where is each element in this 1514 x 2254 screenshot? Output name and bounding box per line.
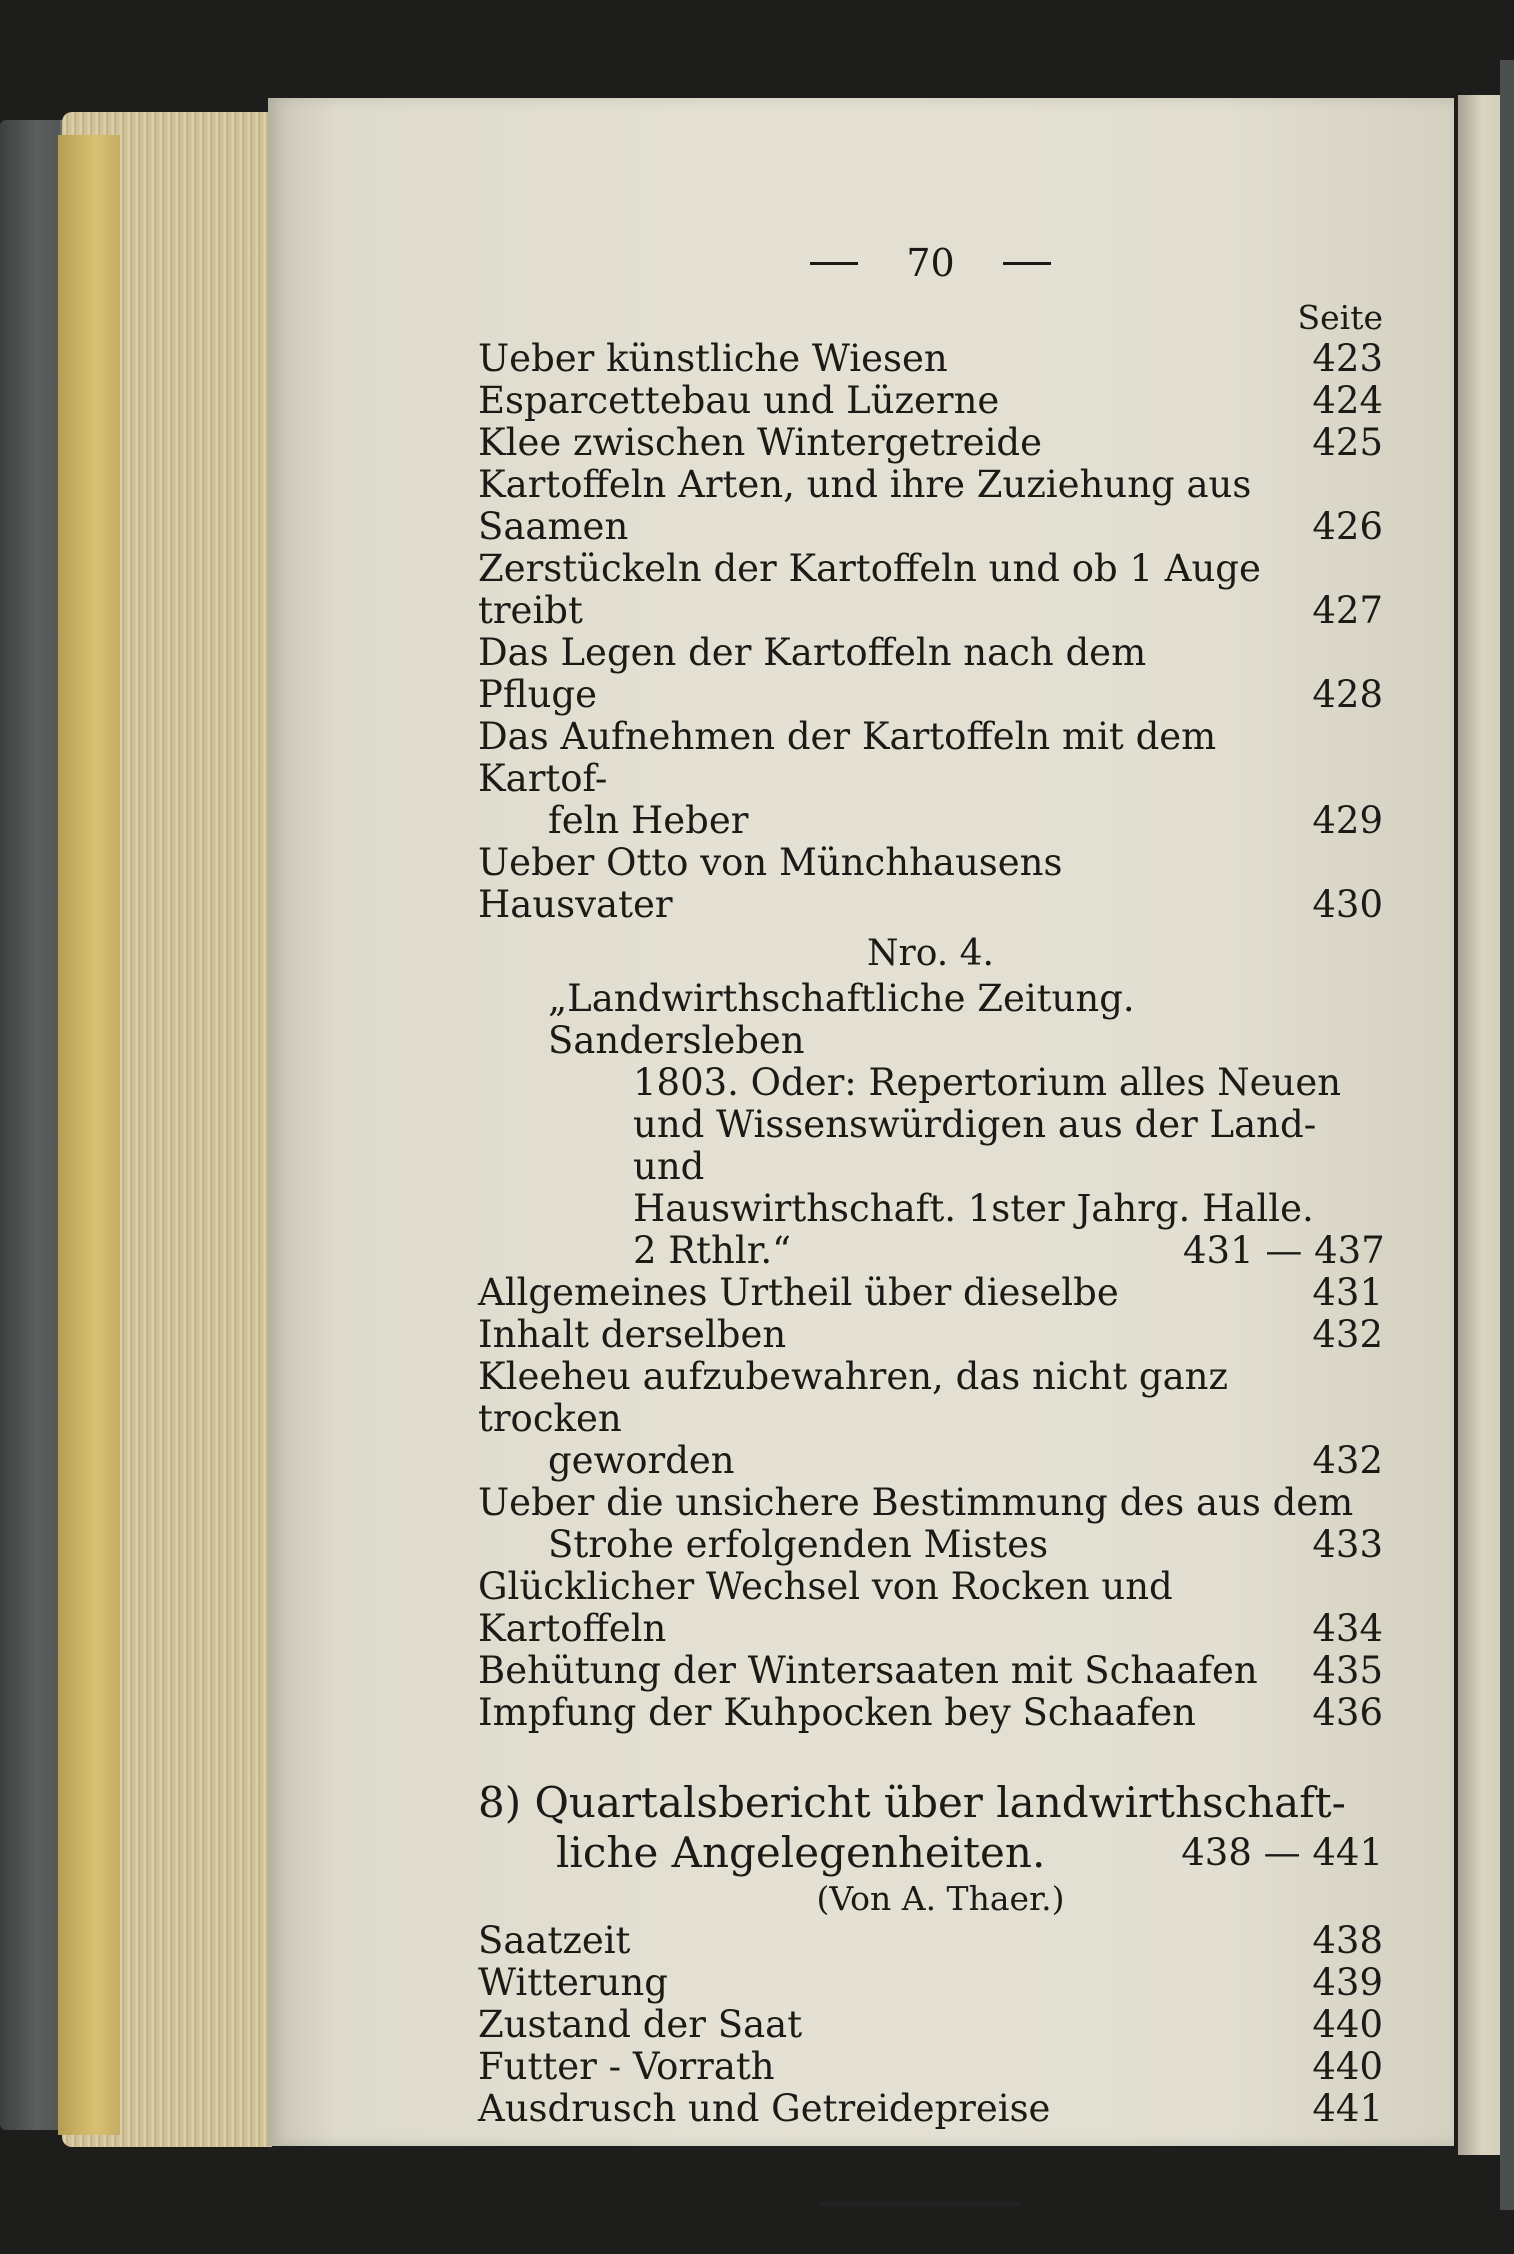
page-content [478,228,1383,2206]
section-number: Nro. 4. [867,933,994,974]
toc-entry-page: 426 [1312,505,1383,548]
toc-entry [478,716,1383,800]
citation-line: Hauswirthschaft. 1ster Jahrg. Halle. [633,1187,1314,1230]
section-author: (Von A. Thaer.) [816,1879,1065,1918]
toc-entry-title: Zerstückeln der Kartoffeln und ob 1 Auge treibt [478,547,1261,632]
toc-entry [478,548,1383,632]
toc-entry-page: 429 [1312,799,1383,842]
section-title-last-line [478,1828,1383,1878]
toc-entry [478,2046,1383,2088]
toc-entry-title-cont: geworden [548,1439,735,1482]
toc-entry-title: Witterung [478,1961,668,2004]
toc-entry-title: Inhalt derselben [478,1313,787,1356]
toc-entry [478,338,1383,380]
toc-entry-title: Kleeheu aufzubewahren, das nicht ganz trocken [478,1355,1228,1440]
page-number: 70 [906,241,955,285]
toc-entry [478,1692,1383,1734]
toc-entry [478,2088,1383,2130]
page-header [478,228,1383,298]
toc-entry-title: Glücklicher Wechsel von Rocken und Kartoffeln [478,1565,1173,1650]
toc-entry-continuation [478,1440,1383,1482]
section-pages: 438 — 441 [1181,1831,1383,1874]
toc-entry-title: Esparcettebau und Lüzerne [478,379,1000,422]
header-dash-right [1003,262,1051,265]
citation-line: 1803. Oder: Repertorium alles Neuen [633,1061,1342,1104]
toc-entry-title: Impfung der Kuhpocken bey Schaafen [478,1691,1196,1734]
toc-entry [478,842,1383,926]
citation-line: und Wissenswürdigen aus der Land- und [633,1103,1317,1188]
toc-entry-title: Zustand der Saat [478,2003,803,2046]
toc-entry-page: 424 [1312,379,1383,422]
book-page [268,98,1454,2146]
toc-entry [478,1482,1383,1524]
toc-entry-title: Behütung der Wintersaaten mit Schaafen [478,1649,1258,1692]
toc-entry-page: 428 [1312,673,1383,716]
toc-entry [478,2004,1383,2046]
toc-entry [478,1650,1383,1692]
toc-entry-page: 441 [1312,2087,1383,2130]
toc-entry-page: 435 [1312,1649,1383,1692]
toc-entry-page: 438 [1312,1919,1383,1962]
citation-block [478,978,1383,1272]
toc-entry-title: Saatzeit [478,1919,631,1962]
toc-entry [478,1314,1383,1356]
toc-entry [478,380,1383,422]
toc-entry-continuation [478,1524,1383,1566]
header-dash-left [810,262,858,265]
toc-entry [478,1962,1383,2004]
toc-entry-title: Futter - Vorrath [478,2045,775,2088]
page-edge-gilt [58,135,120,2135]
citation-line: „Landwirthschaftliche Zeitung. Sandersleben [548,977,1135,1062]
section-title-line: liche Angelegenheiten. [556,1828,1046,1877]
toc-entry [478,464,1383,548]
toc-entry-page: 433 [1312,1523,1383,1566]
toc-entry-page: 431 [1312,1271,1383,1314]
toc-entry [478,422,1383,464]
toc-entry-title-cont: Strohe erfolgenden Mistes [548,1523,1049,1566]
toc-entry-title-cont: feln Heber [548,799,749,842]
toc-entry-page: 430 [1312,883,1383,926]
book-cover-right [1500,60,1514,2210]
closing-rule [821,2202,1021,2206]
toc-entry-title: Ausdrusch und Getreidepreise [478,2087,1051,2130]
toc-entry-title: Das Legen der Kartoffeln nach dem Pfluge [478,631,1147,716]
toc-entry-page: 434 [1312,1607,1383,1650]
citation-line: 2 Rthlr.“ [633,1229,791,1272]
toc-entry [478,1272,1383,1314]
toc-entry-continuation [478,800,1383,842]
toc-entry [478,1920,1383,1962]
toc-entry-title: Allgemeines Urtheil über dieselbe [478,1271,1119,1314]
toc-entry-page: 425 [1312,421,1383,464]
toc-entry-title: Ueber künstliche Wiesen [478,337,948,380]
toc-entry [478,1566,1383,1650]
toc-entry-page: 423 [1312,337,1383,380]
toc-entry-title: Klee zwischen Wintergetreide [478,421,1042,464]
citation-last-line [548,1230,1383,1272]
seite-label: Seite [1297,298,1383,337]
toc-entry-title: Das Aufnehmen der Kartoffeln mit dem Kartof- [478,715,1217,800]
toc-entry-page: 440 [1312,2003,1383,2046]
toc-entry-page: 439 [1312,1961,1383,2004]
toc-entry [478,1356,1383,1440]
citation-pages: 431 — 437 [1183,1229,1385,1272]
toc-entry-title: Kartoffeln Arten, und ihre Zuziehung aus Saamen [478,463,1252,548]
toc-entry-page: 436 [1312,1691,1383,1734]
toc-entry-title: Ueber Otto von Münchhausens Hausvater [478,841,1063,926]
section-title-line: 8) Quartalsbericht über landwirthschaft- [478,1778,1346,1827]
toc-entry-page: 427 [1312,589,1383,632]
toc-entry-title: Ueber die unsichere Bestimmung des aus dem [478,1481,1354,1524]
toc-entry [478,632,1383,716]
section-title [478,1778,1383,1878]
toc-entry-page: 440 [1312,2045,1383,2088]
toc-entry-page: 432 [1312,1313,1383,1356]
toc-entry-page: 432 [1312,1439,1383,1482]
